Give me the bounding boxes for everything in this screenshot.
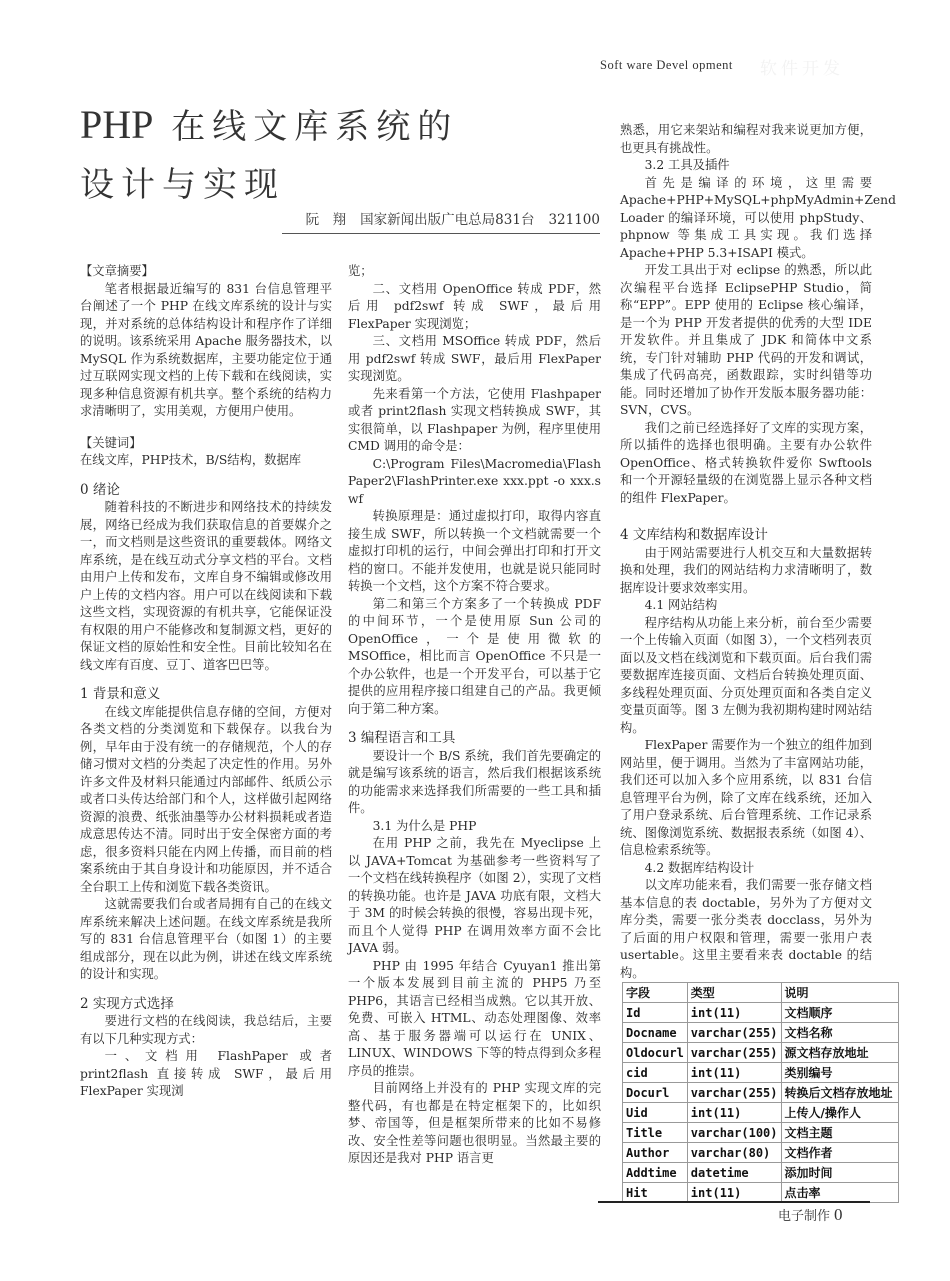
type-cell: varchar(255): [687, 1023, 781, 1043]
field-cell: Hit: [623, 1183, 688, 1203]
paragraph: 在线文库能提供信息存储的空间，方便对各类文档的分类浏览和下载保存。以我台为例，早年由于没有统一的存储规范，个人的存储习惯对文档的分类起了决定性的作用。另外许多文件及材料只能通过内部邮件、纸质公示或者口头传达给部门和个人，这样做引起网络资源的浪费、纸张油墨等办公材料损耗或者造成意思传达不清。同时出于安全保密方面的考虑，很多资料只能在内网上传播，而目前的档案系统由于其自身设计和功能原因，并不适合全台职工上传和浏览下载各类资讯。: [80, 704, 332, 894]
subsection-4-2-heading: 4.2 数据库结构设计: [644, 860, 755, 875]
paragraph: 由于网站需要进行人机交互和大量数据转换和处理，我们的网站结构力求清晰明了，数据库设计要求效率实用。: [620, 545, 872, 595]
type-cell: datetime: [687, 1163, 781, 1183]
abstract-label: 【文章摘要】: [80, 264, 154, 278]
desc-cell: 添加时间: [781, 1163, 898, 1183]
paragraph: 这就需要我们台或者局拥有自己的在线文库系统来解决上述问题。在线文库系统是我所写的 831 台信息管理平台（如图 1）的主要组成部分，现在以此为例，讲述在线文库系统的设计和实现。: [80, 897, 332, 981]
paragraph: 二、文档用 OpenOffice 转成 PDF，然后用 pdf2swf 转成 SWF，最后用 FlexPaper 实现浏览；: [348, 281, 601, 331]
desc-cell: 点击率: [781, 1183, 898, 1203]
column-1: [80, 263, 332, 1101]
table-row: [623, 1003, 899, 1023]
desc-cell: 文档名称: [781, 1023, 898, 1043]
abstract-text: 笔者根据最近编写的 831 台信息管理平台阐述了一个 PHP 在线文库系统的设计与实现，并对系统的总体结构设计和程序作了详细的说明。该系统采用 Apache 服务器技术，以 MySQL 作为系统数据库，主要功能定位于通过互联网实现文档的上传下载和在线阅读，实现多种信息资源有机共享。整个系统的结构力求清晰明了，实用美观，方便用户使用。: [80, 281, 332, 418]
section-3-heading: 3 编程语言和工具: [348, 730, 456, 746]
type-cell: varchar(255): [687, 1043, 781, 1063]
type-cell: int(11): [687, 1063, 781, 1083]
paragraph: 随着科技的不断进步和网络技术的持续发展，网络已经成为我们获取信息的首要媒介之一，而文档则是这些资讯的重要载体。网络文库系统，是在线互动式分享文档的平台。文档由用户上传和发布，文库自身不编辑或修改用户上传的文档内容。用户可以在线阅读和下载这些文档，实现资源的有机共享，它能保证没有权限的用户不能修改和复制源文档，更好的保证文档的原始性和安全性。目前比较知名在线文库有百度、豆丁、道客巴巴等。: [80, 500, 332, 672]
column-2: [348, 263, 601, 1168]
paragraph: 我们之前已经选择好了文库的实现方案，所以插件的选择也很明确。主要有办公软件 OpenOffice、格式转换软件爱你 Swftools 和一个开源轻量级的在浏览器上显示各种文档的组件 FlexPaper。: [620, 420, 872, 505]
author: 阮 翔: [305, 212, 347, 228]
table-row: [623, 1163, 899, 1183]
article-title: [80, 96, 458, 214]
table-row: [623, 1103, 899, 1123]
section-0-heading: 0 绪论: [80, 481, 120, 498]
field-cell: Docurl: [623, 1083, 688, 1103]
footer-label: 电子制作: [778, 1209, 831, 1224]
field-cell: Uid: [623, 1103, 688, 1123]
type-cell: int(11): [687, 1183, 781, 1203]
table-row: [623, 1183, 899, 1203]
field-cell: Author: [623, 1143, 688, 1163]
paragraph: 开发工具出于对 eclipse 的熟悉，所以此次编程平台选择 EclipsePHP Studio，简称“EPP”。EPP 使用的 Eclipse 核心编译，是一个为 PHP 开发者提供的优秀的大型 IDE 开发软件。并且集成了 JDK 和简体中文系统，专门针对辅助 PHP 代码的开发和调试，集成了代码高亮，函数跟踪，实时纠错等功能。同时还增加了协作开发版本服务器功能：SVN，CVS。: [620, 263, 872, 417]
paragraph: 首先是编译的环境，这里需要 Apache+PHP+MySQL+phpMyAdmin+Zend Loader 的编译环境，可以使用 phpStudy、phpnow 等集成工具实现。我们选择 Apache+PHP 5.3+ISAPI 模式。: [620, 175, 896, 260]
subsection-4-1-heading: 4.1 网站结构: [644, 598, 718, 612]
desc-cell: 文档作者: [781, 1143, 898, 1163]
keywords-label: 【关键词】: [80, 435, 142, 450]
paragraph: 先来看第一个方法，它使用 Flashpaper 或者 print2flash 实现文档转换成 SWF，其实很简单，以 Flashpaper 为例，程序里使用 CMD 调用的命令是：: [348, 386, 601, 453]
table-row: [623, 1143, 899, 1163]
paragraph: 以文库功能来看，我们需要一张存储文档基本信息的表 doctable，另外为了方便对文库分类，需要一张分类表 docclass，另外为了后面的用户权限和管理，需要一张用户表 usertable。这里主要看来表 doctable 的结构。: [620, 878, 872, 980]
type-cell: varchar(100): [687, 1123, 781, 1143]
doctable-structure-table: [622, 982, 899, 1203]
desc-cell: 类别编号: [781, 1063, 898, 1083]
title-line2: 设计与实现: [80, 165, 285, 205]
footer-divider: [598, 1201, 870, 1203]
paragraph: PHP 由 1995 年结合 Cyuyan1 推出第一个版本发展到目前主流的 PHP5 乃至 PHP6，其语言已经相当成熟。它以其开放、免费、可嵌入 HTML、动态处理图像、效率高、基于服务器端可以运行在 UNIX、LINUX、WINDOWS 下等的特点得到众多程序员的推崇。: [348, 958, 601, 1078]
table-row: [623, 1083, 899, 1103]
header-cell: 字段: [623, 983, 688, 1003]
table-row: [623, 1043, 899, 1063]
field-cell: Oldocurl: [623, 1043, 688, 1063]
field-cell: cid: [623, 1063, 688, 1083]
field-cell: Addtime: [623, 1163, 688, 1183]
field-cell: Id: [623, 1003, 688, 1023]
type-cell: int(11): [687, 1003, 781, 1023]
keywords-text: 在线文库，PHP技术，B/S结构，数据库: [80, 453, 302, 467]
table-row: [623, 1063, 899, 1083]
byline: [282, 208, 600, 234]
type-cell: varchar(80): [687, 1143, 781, 1163]
field-cell: Docname: [623, 1023, 688, 1043]
desc-cell: 转换后文档存放地址: [781, 1083, 898, 1103]
title-line1: 在线文库系统的: [171, 107, 459, 147]
subsection-3-2-heading: 3.2 工具及插件: [644, 158, 730, 172]
desc-cell: 源文档存放地址: [781, 1043, 898, 1063]
paragraph: 转换原理是：通过虚拟打印，取得内容直接生成 SWF，所以转换一个文档就需要一个虚拟打印机的运行，中间会弹出打印和打开文档的窗口。不能并发使用，也就是说只能同时转换一个文档，这个方案不符合要求。: [348, 509, 601, 593]
desc-cell: 文档主题: [781, 1123, 898, 1143]
page-footer: [778, 1205, 843, 1225]
type-cell: int(11): [687, 1103, 781, 1123]
table-header-row: [623, 983, 899, 1003]
paragraph: 程序结构从功能上来分析，前台至少需要一个上传输入页面（如图 3），一个文档列表页面以及文档在线浏览和下载页面。后台我们需要数据库连接页面、文档后台转换处理页面、多线程处理页面、分页处理页面和各类自定义变量页面等。图 3 左侧为我初期构建时网站结构。: [620, 615, 872, 735]
paragraph: 要设计一个 B/S 系统，我们首先要确定的就是编写该系统的语言，然后我们根据该系统的功能需求来选择我们所需要的一些工具和插件。: [348, 748, 601, 815]
column-3: [620, 122, 896, 982]
header-cell: 说明: [781, 983, 898, 1003]
postcode: 321100: [548, 212, 600, 228]
running-header-english: Soft ware Devel opment: [600, 58, 733, 72]
paragraph: 三、文档用 MSOffice 转成 PDF，然后用 pdf2swf 转成 SWF，最后用 FlexPaper 实现浏览。: [348, 334, 601, 383]
table-row: [623, 1023, 899, 1043]
header-cell: 类型: [687, 983, 781, 1003]
section-1-heading: 1 背景和意义: [80, 686, 161, 702]
field-cell: Title: [623, 1123, 688, 1143]
table-row: [623, 1123, 899, 1143]
paragraph: 目前网络上并没有的 PHP 实现文库的完整代码，有也都是在特定框架下的，比如织梦、帝国等，但是框架所带来的比如不易修改、安全性差等问题也很明显。当然最主要的原因还是我对 PHP 语言更: [348, 1081, 601, 1165]
title-latin: PHP: [80, 102, 154, 147]
affiliation: 国家新闻出版广电总局831台: [360, 212, 535, 228]
paragraph: 览；: [348, 264, 373, 278]
paragraph: 要进行文档的在线阅读，我总结后，主要有以下几种实现方式：: [80, 1014, 332, 1046]
paragraph: 第二和第三个方案多了一个转换成 PDF 的中间环节，一个是使用原 Sun 公司的 OpenOffice，一个是使用微软的 MSOffice，相比而言 OpenOffice 不只是一个办公软件，也是一个开发平台，可以基于它提供的应用程序接口组建自己的产品。我更倾向于第二种方案。: [348, 596, 601, 716]
desc-cell: 文档顺序: [781, 1003, 898, 1023]
paragraph: 熟悉，用它来架站和编程对我来说更加方便，也更具有挑战性。: [620, 123, 872, 155]
type-cell: varchar(255): [687, 1083, 781, 1103]
running-header-chinese: 软件开发: [760, 59, 844, 79]
desc-cell: 上传人/操作人: [781, 1103, 898, 1123]
paragraph: FlexPaper 需要作为一个独立的组件加到网站里，便于调用。当然为了丰富网站功能，我们还可以加入多个应用系统，以 831 台信息管理平台为例，除了文库在线系统，还加入了用户登录系统、后台管理系统、工作记录系统、图像浏览系统、数据报表系统（如图 4）、信息检索系统等。: [620, 738, 872, 857]
command-line: C:\Program Files\Macromedia\FlashPaper2\FlashPrinter.exe xxx.ppt -o xxx.swf: [348, 456, 601, 506]
subsection-3-1-heading: 3.1 为什么是 PHP: [372, 818, 477, 833]
section-2-heading: 2 实现方式选择: [80, 995, 174, 1012]
paragraph: 一、文档用 FlashPaper 或者 print2flash 直接转成 SWF，最后用 FlexPaper 实现浏: [80, 1049, 332, 1098]
page-number: 0: [834, 1205, 843, 1224]
section-4-heading: 4 文库结构和数据库设计: [620, 527, 768, 543]
paragraph: 在用 PHP 之前，我先在 Myeclipse 上以 JAVA+Tomcat 为基础参考一些资料写了一个文档在线转换程序（如图 2），实现了文档的转换功能。也许是 JAVA 功底有限，文档大于 3M 的时候会转换的很慢，容易出现卡死，而且个人觉得 PHP 在调用效率方面不会比 JAVA 弱。: [348, 836, 601, 955]
